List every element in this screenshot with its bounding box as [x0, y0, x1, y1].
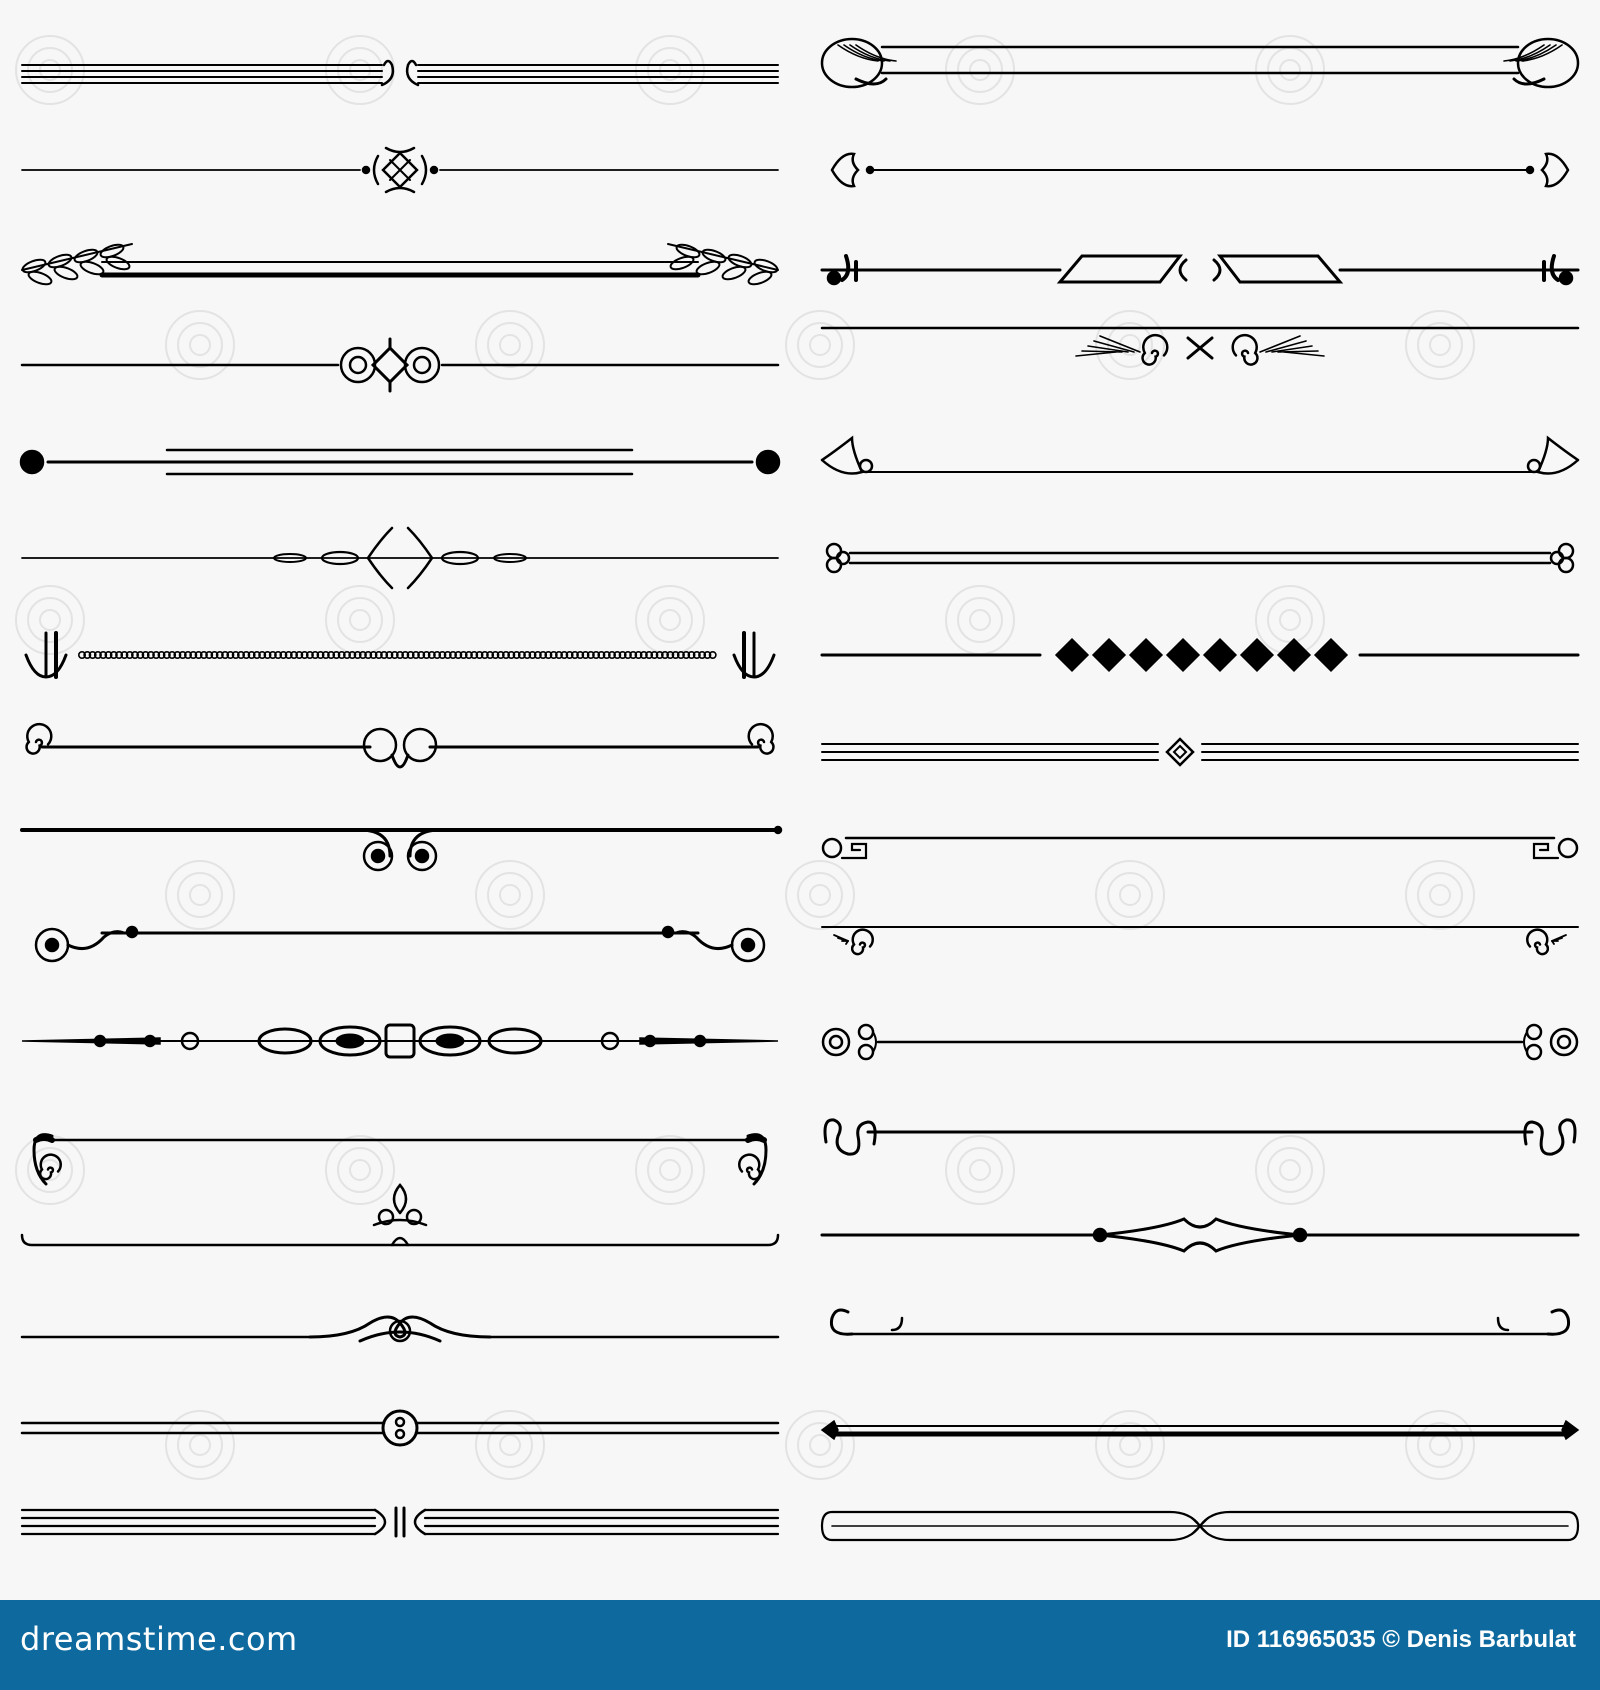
- watermark-spiral-icon: [636, 1136, 704, 1204]
- cross-pinch-line-divider-icon: [822, 1512, 1578, 1540]
- watermark-spiral-icon: [946, 1136, 1014, 1204]
- spiral-ends-divider-icon: [823, 1025, 1577, 1059]
- watermark-spiral-icon: [166, 311, 234, 379]
- watermark-spiral-icon: [946, 586, 1014, 654]
- fan-curl-ends-divider-icon: [822, 927, 1578, 954]
- diamond-chain-divider-icon: [822, 639, 1578, 671]
- swirl-diamond-center-divider-icon: [22, 339, 778, 391]
- watermark-spiral-icon: [326, 586, 394, 654]
- spiral-drop-center-divider-icon: [22, 827, 781, 870]
- image-id: ID 116965035: [1226, 1626, 1376, 1653]
- watermark-spiral-icon: [1256, 1136, 1324, 1204]
- footer-bar: [0, 1600, 1600, 1690]
- image-credit: [1226, 1626, 1576, 1654]
- watermark-spiral-icon: [326, 1136, 394, 1204]
- watermark-spiral-icon: [166, 1411, 234, 1479]
- double-circle-center-divider-icon: [22, 1411, 778, 1445]
- leaf-diamond-center-divider-icon: [22, 528, 778, 588]
- watermark-spiral-icon: [476, 1411, 544, 1479]
- dot-ends-triple-line-divider-icon: [21, 450, 779, 474]
- arrow-ends-bold-divider-icon: [822, 1421, 1578, 1439]
- scroll-banner-divider-icon: [822, 39, 1578, 87]
- parallelogram-center-divider-icon: [822, 256, 1578, 284]
- lens-center-divider-icon: [822, 1219, 1578, 1251]
- scroll-bracket-divider-icon: [34, 1135, 766, 1184]
- watermark-spiral-icon: [166, 861, 234, 929]
- fleur-ends-divider-icon: [832, 154, 1568, 186]
- watermark-spiral-icon: [786, 1411, 854, 1479]
- baroque-center-divider-icon: [22, 1025, 778, 1057]
- curl-ends-divider-icon: [36, 927, 764, 961]
- brand-logo-text: dreamstime.com: [20, 1620, 298, 1658]
- author-name: © Denis Barbulat: [1382, 1626, 1576, 1653]
- watermark-spiral-icon: [1406, 861, 1474, 929]
- watermark-spiral-icon: [786, 861, 854, 929]
- greek-key-ends-divider-icon: [823, 838, 1577, 858]
- hook-bracket-divider-icon: [831, 1310, 1568, 1334]
- watermark-spiral-icon: [636, 586, 704, 654]
- leaf-ends-divider-icon: [822, 438, 1578, 474]
- wave-ends-divider-icon: [825, 1120, 1575, 1154]
- small-diamond-triple-line-divider-icon: [822, 739, 1578, 765]
- watermark-spiral-icon: [1096, 1411, 1164, 1479]
- triple-pinch-center-divider-icon: [22, 1508, 778, 1536]
- laurel-ends-divider-icon: [21, 242, 779, 287]
- watermark-spiral-icon: [476, 861, 544, 929]
- quatrefoil-center-divider-icon: [22, 148, 778, 192]
- flourish-center-divider-icon: [22, 1317, 778, 1341]
- scroll-triple-line-divider-icon: [22, 61, 778, 85]
- watermark-spiral-icon: [1406, 311, 1474, 379]
- watermark-spiral-icon: [16, 586, 84, 654]
- watermark-spiral-icon: [786, 311, 854, 379]
- lotus-bracket-divider-icon: [22, 1185, 778, 1245]
- watermark-spiral-icon: [1406, 1411, 1474, 1479]
- watermark-spiral-icon: [1096, 861, 1164, 929]
- curl-loop-center-divider-icon: [27, 724, 774, 767]
- watermark-spiral-icon: [476, 311, 544, 379]
- watermark-spiral-icon: [16, 1136, 84, 1204]
- fan-swirl-center-divider-icon: [822, 328, 1578, 365]
- clover-double-line-divider-icon: [827, 544, 1573, 572]
